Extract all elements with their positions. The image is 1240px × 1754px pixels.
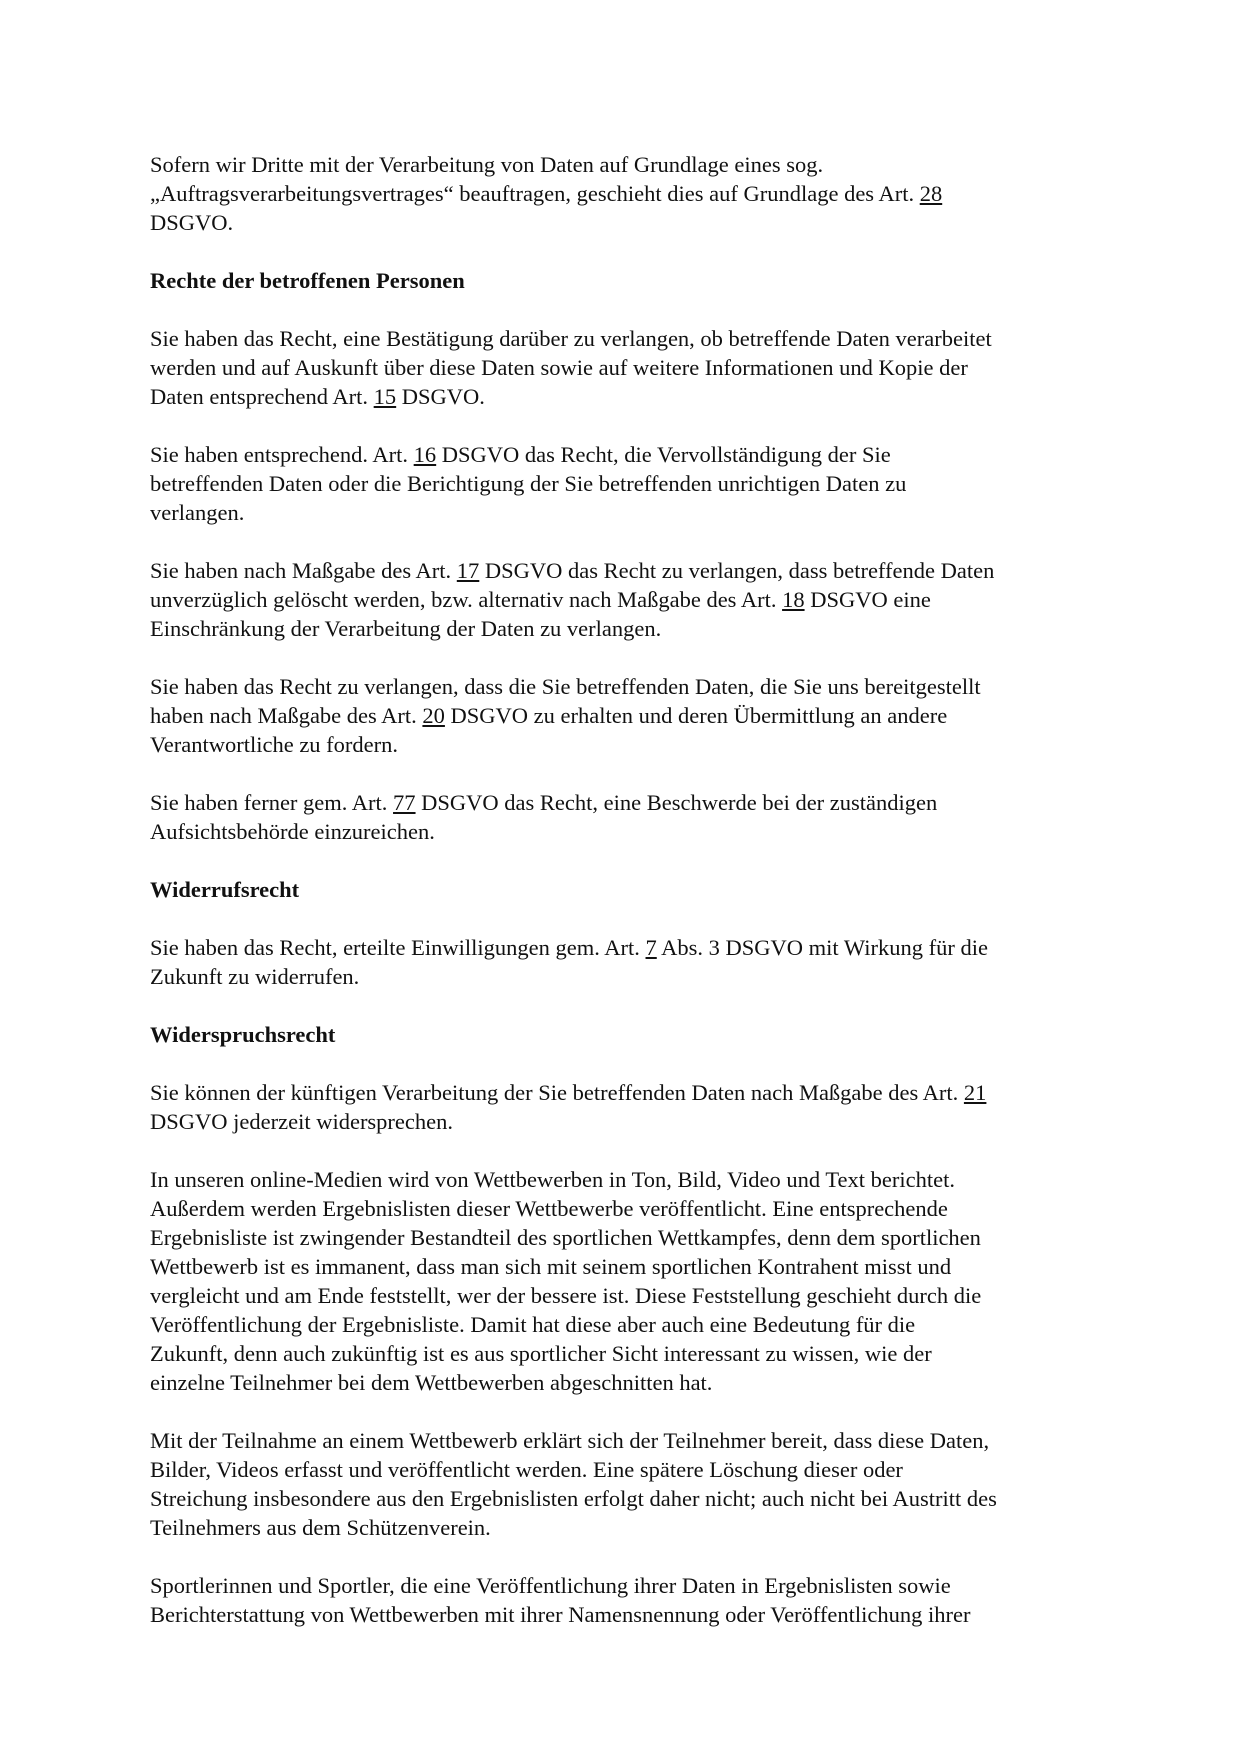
text-segment: Sie haben nach Maßgabe des Art. xyxy=(150,558,457,583)
text-line: verlangen. xyxy=(150,500,245,525)
paragraph-uebertragbarkeit xyxy=(150,672,1100,759)
paragraph-auftragsverarbeitung xyxy=(150,150,1100,237)
text-line: Berichterstattung von Wettbewerben mit ihrer Namensnennung oder Veröffentlichung ihrer xyxy=(150,1602,971,1627)
heading-widerspruchsrecht: Widerspruchsrecht xyxy=(150,1022,336,1047)
text-line xyxy=(150,382,1100,411)
paragraph-loeschung xyxy=(150,556,1100,643)
article-16-link[interactable]: 16 xyxy=(413,442,437,467)
text-line: Ergebnisliste ist zwingender Bestandteil des sportlichen Wettkampfes, denn dem sportlichen xyxy=(150,1225,981,1250)
paragraph-sportler xyxy=(150,1571,1100,1629)
article-15-link[interactable]: 15 xyxy=(373,384,397,409)
text-line xyxy=(150,585,1100,614)
text-line xyxy=(150,788,1100,817)
text-line xyxy=(150,440,1100,469)
article-18-link[interactable]: 18 xyxy=(782,587,805,612)
text-line: Veröffentlichung der Ergebnisliste. Damit hat diese aber auch eine Bedeutung für die xyxy=(150,1312,916,1337)
text-line xyxy=(150,933,1100,962)
article-28-link[interactable]: 28 xyxy=(919,181,943,206)
text-segment: DSGVO das Recht, die Vervollständigung der Sie xyxy=(436,442,891,467)
text-line: Verantwortliche zu fordern. xyxy=(150,732,399,757)
text-line: vergleicht und am Ende feststellt, wer der bessere ist. Diese Feststellung geschieht durch die xyxy=(150,1283,982,1308)
text-line: Streichung insbesondere aus den Ergebnislisten erfolgt daher nicht; auch nicht bei Austritt des xyxy=(150,1486,997,1511)
text-segment: haben nach Maßgabe des Art. xyxy=(150,703,423,728)
text-line: Bilder, Videos erfasst und veröffentlicht werden. Eine spätere Löschung dieser oder xyxy=(150,1457,903,1482)
text-line xyxy=(150,556,1100,585)
document-page xyxy=(150,150,1100,1658)
paragraph-teilnahme xyxy=(150,1426,1100,1542)
text-segment: Abs. 3 DSGVO mit Wirkung für die xyxy=(656,935,988,960)
text-line: einzelne Teilnehmer bei dem Wettbewerben abgeschnitten hat. xyxy=(150,1370,713,1395)
text-line: DSGVO. xyxy=(150,210,234,235)
text-line: Sie haben das Recht zu verlangen, dass die Sie betreffenden Daten, die Sie uns bereitgestellt xyxy=(150,674,981,699)
text-line: DSGVO jederzeit widersprechen. xyxy=(150,1109,454,1134)
heading-widerrufsrecht: Widerrufsrecht xyxy=(150,877,300,902)
text-line xyxy=(150,1078,1100,1107)
text-segment: Sie haben entsprechend. Art. xyxy=(150,442,414,467)
text-line xyxy=(150,701,1100,730)
heading-rechte: Rechte der betroffenen Personen xyxy=(150,268,465,293)
text-segment: unverzüglich gelöscht werden, bzw. alternativ nach Maßgabe des Art. xyxy=(150,587,783,612)
text-segment: DSGVO das Recht, eine Beschwerde bei der zuständigen xyxy=(415,790,938,815)
article-77-link[interactable]: 77 xyxy=(393,790,416,815)
text-segment: DSGVO eine xyxy=(804,587,931,612)
text-segment: „Auftragsverarbeitungsvertrages“ beauftragen, geschieht dies auf Grundlage des Art. xyxy=(150,181,920,206)
text-segment: DSGVO. xyxy=(396,384,485,409)
text-line: Teilnehmers aus dem Schützenverein. xyxy=(150,1515,491,1540)
text-line xyxy=(150,179,1100,208)
paragraph-widerspruch xyxy=(150,1078,1100,1136)
article-21-link[interactable]: 21 xyxy=(963,1080,987,1105)
text-line: Sofern wir Dritte mit der Verarbeitung von Daten auf Grundlage eines sog. xyxy=(150,152,824,177)
text-segment: DSGVO zu erhalten und deren Übermittlung an andere xyxy=(444,703,948,728)
text-line: betreffenden Daten oder die Berichtigung der Sie betreffenden unrichtigen Daten zu xyxy=(150,471,907,496)
paragraph-wettbewerbe xyxy=(150,1165,1100,1397)
text-segment: DSGVO das Recht zu verlangen, dass betreffende Daten xyxy=(479,558,995,583)
text-segment: Sie können der künftigen Verarbeitung der Sie betreffenden Daten nach Maßgabe des Art. xyxy=(150,1080,964,1105)
article-17-link[interactable]: 17 xyxy=(456,558,480,583)
text-line: Sportlerinnen und Sportler, die eine Veröffentlichung ihrer Daten in Ergebnislisten sowie xyxy=(150,1573,951,1598)
paragraph-widerruf xyxy=(150,933,1100,991)
text-line: werden und auf Auskunft über diese Daten sowie auf weitere Informationen und Kopie der xyxy=(150,355,968,380)
paragraph-berichtigung xyxy=(150,440,1100,527)
text-line: Zukunft, denn auch zukünftig ist es aus sportlicher Sicht interessant zu wissen, wie der xyxy=(150,1341,932,1366)
text-line: In unseren online-Medien wird von Wettbewerben in Ton, Bild, Video und Text berichtet. xyxy=(150,1167,955,1192)
text-segment: Sie haben ferner gem. Art. xyxy=(150,790,394,815)
text-line: Sie haben das Recht, eine Bestätigung darüber zu verlangen, ob betreffende Daten verarbeitet xyxy=(150,326,992,351)
paragraph-beschwerde xyxy=(150,788,1100,846)
article-20-link[interactable]: 20 xyxy=(422,703,445,728)
text-line: Mit der Teilnahme an einem Wettbewerb erklärt sich der Teilnehmer bereit, dass diese Daten, xyxy=(150,1428,990,1453)
text-line: Außerdem werden Ergebnislisten dieser Wettbewerbe veröffentlicht. Eine entsprechende xyxy=(150,1196,948,1221)
paragraph-auskunft xyxy=(150,324,1100,411)
article-7-link[interactable]: 7 xyxy=(645,935,657,960)
text-line: Wettbewerb ist es immanent, dass man sich mit seinem sportlichen Kontrahent misst und xyxy=(150,1254,952,1279)
text-segment: Daten entsprechend Art. xyxy=(150,384,374,409)
text-line: Aufsichtsbehörde einzureichen. xyxy=(150,819,435,844)
text-segment: Sie haben das Recht, erteilte Einwilligungen gem. Art. xyxy=(150,935,646,960)
text-line: Zukunft zu widerrufen. xyxy=(150,964,360,989)
text-line: Einschränkung der Verarbeitung der Daten zu verlangen. xyxy=(150,616,662,641)
